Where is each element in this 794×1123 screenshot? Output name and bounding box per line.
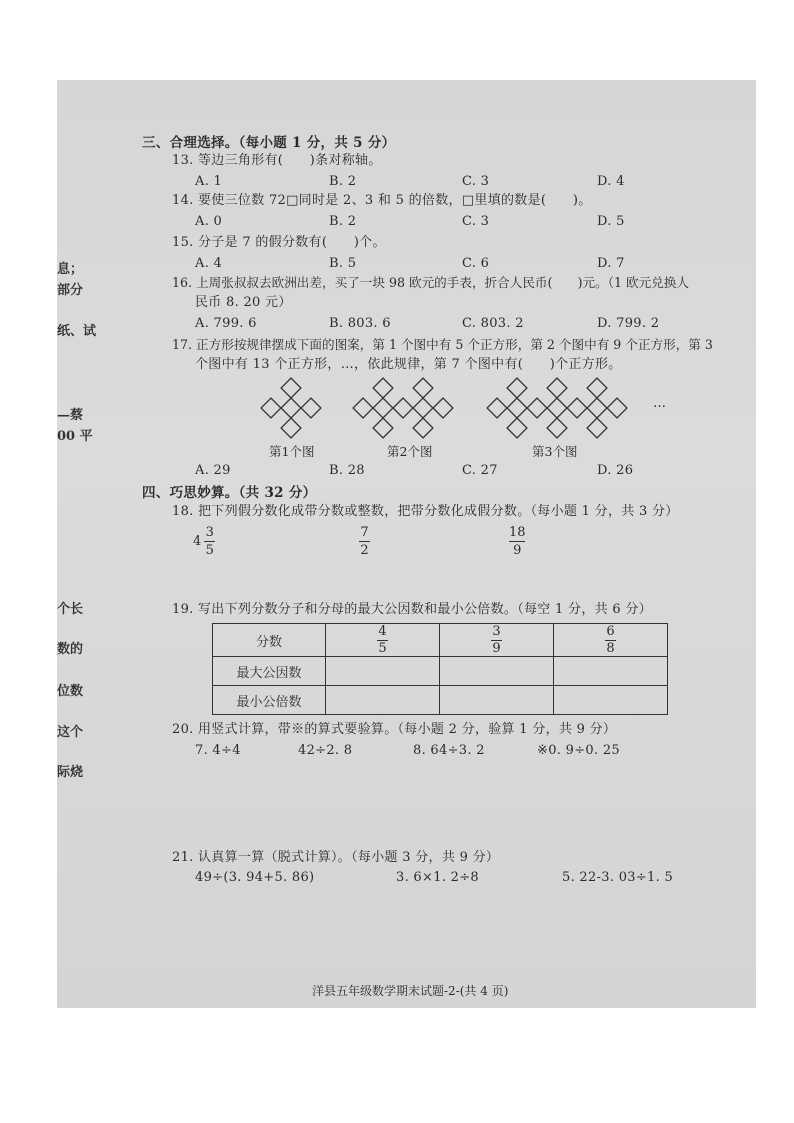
q21-expr-2: 3. 6×1. 2÷8 — [396, 870, 479, 885]
numerator: 6 — [606, 624, 615, 639]
section-4-title: 四、巧思妙算。（共 32 分） — [142, 485, 317, 501]
section-3-title: 三、合理选择。（每小题 1 分，共 5 分） — [142, 135, 396, 151]
q20-stem: 20. 用竖式计算，带※的算式要验算。（每小题 2 分，验算 1 分，共 9 分） — [172, 722, 617, 737]
q21-expr-3: 5. 22-3. 03÷1. 5 — [562, 870, 674, 885]
q17-option-b: B. 28 — [329, 463, 365, 478]
q20-expr-4: ※0. 9÷0. 25 — [537, 743, 620, 758]
answer-cell[interactable] — [554, 686, 668, 715]
q17-option-d: D. 26 — [597, 463, 634, 478]
page-footer: 洋县五年级数学期末试题-2-(共 4 页) — [312, 984, 509, 998]
q13-option-d: D. 4 — [597, 174, 625, 189]
q20-expr-3: 8. 64÷3. 2 — [413, 743, 485, 758]
q20-expr-1: 7. 4÷4 — [195, 743, 241, 758]
q14-option-b: B. 2 — [329, 214, 357, 229]
table-row-lcm-label: 最小公倍数 — [213, 686, 326, 715]
table-fraction-cell — [326, 624, 440, 657]
answer-cell[interactable] — [440, 657, 554, 686]
exam-page — [57, 80, 756, 1008]
pattern-figure-3 — [483, 377, 633, 441]
side-fragment: 纸、试 — [57, 324, 97, 339]
q13-option-b: B. 2 — [329, 174, 357, 189]
answer-cell[interactable] — [326, 686, 440, 715]
q15-stem: 15. 分子是 7 的假分数有( )个。 — [172, 235, 386, 250]
denominator: 5 — [378, 641, 387, 656]
answer-cell[interactable] — [326, 657, 440, 686]
q13-stem: 13. 等边三角形有( )条对称轴。 — [172, 153, 382, 168]
figure-1-caption: 第1个图 — [269, 444, 315, 459]
q18-mixed-fraction — [204, 525, 215, 558]
side-fragment: 位数 — [57, 684, 84, 699]
figure-ellipsis: … — [653, 396, 667, 411]
q18-fraction-2 — [359, 525, 370, 558]
denominator: 9 — [513, 543, 522, 558]
denominator: 5 — [205, 543, 214, 558]
q15-option-c: C. 6 — [462, 256, 490, 271]
answer-cell[interactable] — [554, 657, 668, 686]
side-fragment: —蔡 — [57, 408, 84, 423]
q20-expr-2: 42÷2. 8 — [298, 743, 353, 758]
q16-option-b: B. 803. 6 — [329, 316, 391, 331]
numerator: 7 — [360, 525, 369, 540]
q15-option-a: A. 4 — [195, 256, 223, 271]
pattern-figure-2 — [349, 377, 459, 441]
q18-fraction-3 — [509, 525, 526, 558]
answer-cell[interactable] — [440, 686, 554, 715]
q21-stem: 21. 认真算一算（脱式计算）。（每小题 3 分，共 9 分） — [172, 850, 500, 865]
side-fragment: 部分 — [57, 283, 84, 298]
q14-option-a: A. 0 — [195, 214, 223, 229]
denominator: 9 — [492, 641, 501, 656]
q13-option-a: A. 1 — [195, 174, 223, 189]
denominator: 8 — [606, 641, 615, 656]
q15-option-b: B. 5 — [329, 256, 357, 271]
q18-mixed-whole: 4 — [193, 534, 202, 549]
table-fraction-cell — [440, 624, 554, 657]
numerator: 3 — [205, 525, 214, 540]
side-fragment: 个长 — [57, 602, 84, 617]
table-fraction-cell — [554, 624, 668, 657]
q14-stem: 14. 要使三位数 72□同时是 2、3 和 5 的倍数，□里填的数是( )。 — [172, 193, 592, 208]
table-header-fraction: 分数 — [213, 624, 326, 657]
q14-option-d: D. 5 — [597, 214, 625, 229]
side-fragment: 00 平 — [57, 429, 93, 444]
q21-expr-1: 49÷(3. 94+5. 86) — [195, 870, 315, 885]
table-row-gcd-label: 最大公因数 — [213, 657, 326, 686]
q17-option-c: C. 27 — [462, 463, 498, 478]
numerator: 18 — [509, 525, 526, 540]
q16-stem-line2: 民币 8. 20 元） — [195, 295, 292, 310]
q18-stem: 18. 把下列假分数化成带分数或整数，把带分数化成假分数。（每小题 1 分，共 3 分） — [172, 504, 679, 519]
q16-option-c: C. 803. 2 — [462, 316, 524, 331]
pattern-figure-1 — [257, 377, 327, 441]
gcd-lcm-table — [212, 623, 668, 715]
side-fragment: 数的 — [57, 642, 84, 657]
q15-option-d: D. 7 — [597, 256, 625, 271]
numerator: 3 — [492, 624, 501, 639]
q19-stem: 19. 写出下列分数分子和分母的最大公因数和最小公倍数。（每空 1 分，共 6 分） — [172, 602, 652, 617]
q14-option-c: C. 3 — [462, 214, 490, 229]
q17-stem-line2: 个图中有 13 个正方形，…，依此规律，第 7 个图中有( )个正方形。 — [195, 357, 622, 372]
q16-option-d: D. 799. 2 — [597, 316, 660, 331]
side-fragment: 息； — [57, 262, 84, 277]
figure-3-caption: 第3个图 — [532, 444, 578, 459]
q18-mixed-number — [193, 525, 215, 558]
q17-option-a: A. 29 — [195, 463, 231, 478]
denominator: 2 — [360, 543, 369, 558]
q17-stem-line1: 17. 正方形按规律摆成下面的图案，第 1 个图中有 5 个正方形，第 2 个图中有 9 个正方形，第 3 — [172, 337, 713, 352]
q16-stem-line1: 16. 上周张叔叔去欧洲出差，买了一块 98 欧元的手表，折合人民币( )元。（1 欧元兑换人 — [172, 275, 689, 290]
side-fragment: 际烧 — [57, 765, 84, 780]
figure-2-caption: 第2个图 — [387, 444, 433, 459]
numerator: 4 — [378, 624, 387, 639]
q16-option-a: A. 799. 6 — [195, 316, 257, 331]
q13-option-c: C. 3 — [462, 174, 490, 189]
side-fragment: 这个 — [57, 725, 84, 740]
